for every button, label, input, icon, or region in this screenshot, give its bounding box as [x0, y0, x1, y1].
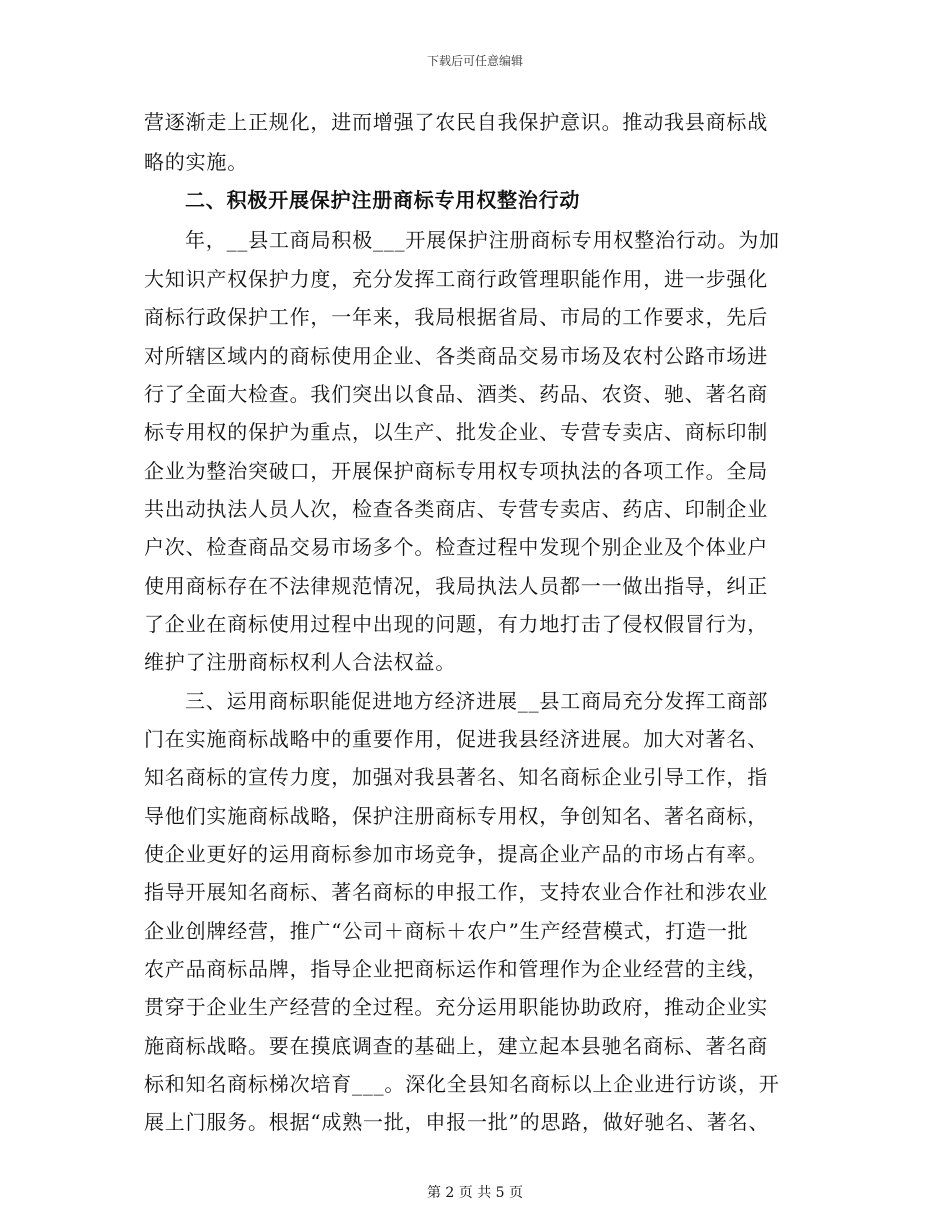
body-line: 企业创牌经营，推广“公司＋商标＋农户”生产经营模式，打造一批	[144, 919, 749, 943]
body-line: 略的实施。	[144, 150, 248, 174]
body-line: 知名商标的宣传力度，加强对我县著名、知名商标企业引导工作，指	[144, 765, 768, 789]
body-line: 导他们实施商标战略，保护注册商标专用权，争创知名、著名商标，	[144, 804, 768, 828]
body-line: 施商标战略。要在摸底调查的基础上，建立起本县驰名商标、著名商	[144, 1034, 768, 1058]
body-line: 营逐渐走上正规化，进而增强了农民自我保护意识。推动我县商标战	[144, 110, 768, 134]
body-line: 对所辖区域内的商标使用企业、各类商品交易市场及农村公路市场进	[144, 344, 768, 368]
body-line: 大知识产权保护力度，充分发挥工商行政管理职能作用，进一步强化	[144, 267, 768, 291]
body-line: 展上门服务。根据“成熟一批，申报一批”的思路，做好驰名、著名、	[144, 1110, 770, 1134]
body-line: 商标行政保护工作，一年来，我局根据省局、市局的工作要求，先后	[144, 305, 768, 329]
page-footer: 第 2 页 共 5 页	[426, 1185, 524, 1201]
body-line: 维护了注册商标权利人合法权益。	[144, 650, 456, 674]
body-line: 标专用权的保护为重点，以生产、批发企业、专营专卖店、商标印制	[144, 420, 768, 444]
body-line: 行了全面大检查。我们突出以食品、酒类、药品、农资、驰、著名商	[144, 382, 768, 406]
body-line: 农产品商标品牌，指导企业把商标运作和管理作为企业经营的主线，	[144, 957, 768, 981]
body-line: 户次、检查商品交易市场多个。检查过程中发现个别企业及个体业户	[144, 535, 768, 559]
page-header: 下载后可任意编辑	[426, 54, 523, 68]
body-line: 使用商标存在不法律规范情况，我局执法人员都一一做出指导，纠正	[144, 574, 768, 598]
body-line: 共出动执法人员人次，检查各类商店、专营专卖店、药店、印制企业	[144, 497, 768, 521]
body-line: 门在实施商标战略中的重要作用，促进我县经济进展。加大对著名、	[144, 727, 768, 751]
body-line: 三、运用商标职能促进地方经济进展__县工商局充分发挥工商部	[185, 689, 769, 713]
body-line: 年，__县工商局积极___开展保护注册商标专用权整治行动。为加	[185, 228, 780, 252]
body-line: 贯穿于企业生产经营的全过程。充分运用职能协助政府，推动企业实	[144, 995, 768, 1019]
section-heading: 二、积极开展保护注册商标专用权整治行动	[185, 188, 581, 212]
body-line: 指导开展知名商标、著名商标的申报工作，支持农业合作社和涉农业	[144, 880, 768, 904]
body-line: 标和知名商标梯次培育___。深化全县知名商标以上企业进行访谈，开	[144, 1072, 780, 1096]
body-line: 了企业在商标使用过程中出现的问题，有力地打击了侵权假冒行为，	[144, 612, 768, 636]
body-line: 企业为整治突破口，开展保护商标专用权专项执法的各项工作。全局	[144, 459, 768, 483]
body-line: 使企业更好的运用商标参加市场竞争，提高企业产品的市场占有率。	[144, 842, 768, 866]
